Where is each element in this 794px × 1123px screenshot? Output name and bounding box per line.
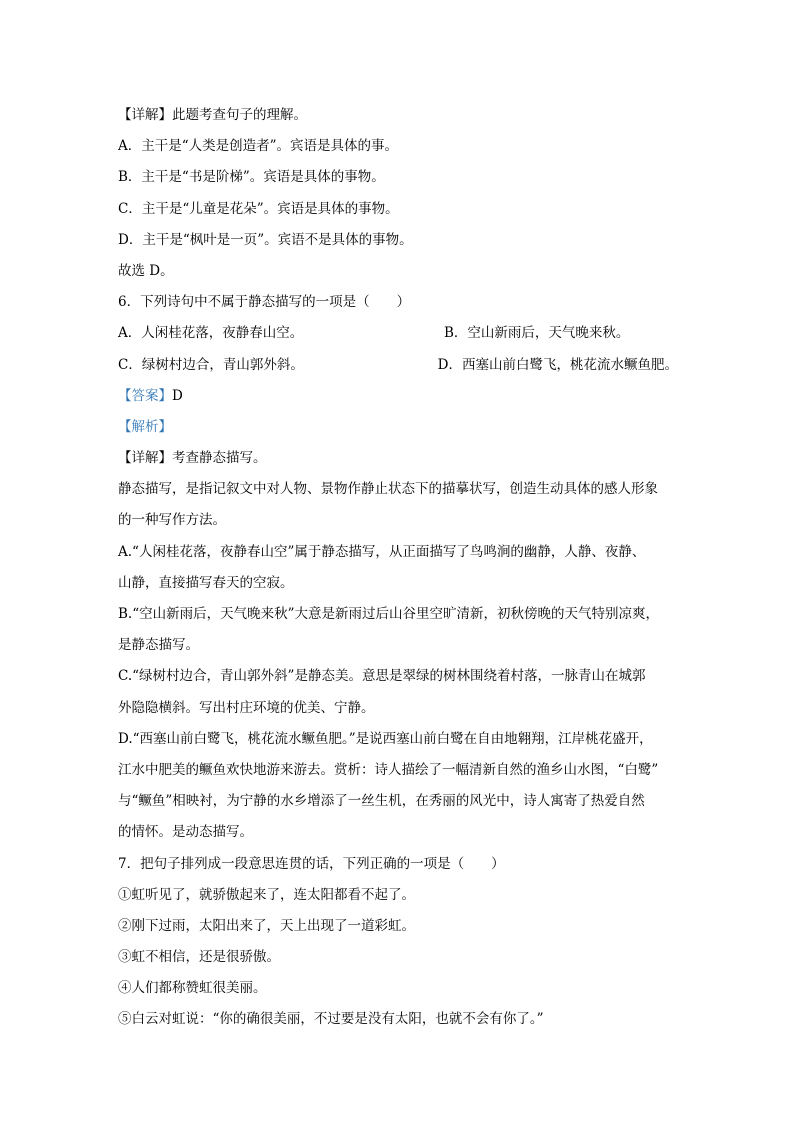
question-6-option-c: C．绿树村边合，青山郭外斜。 [118,356,304,373]
explain-a-line-1: A.“人闲桂花落，夜静春山空”属于静态描写，从正面描写了鸟鸣涧的幽静，人静、夜静、 [118,543,646,560]
explain-b-line-1: B.“空山新雨后，天气晚来秋”大意是新雨过后山谷里空旷清新，初秋傍晚的天气特别凉爽， [118,606,660,622]
detail-option-a: A．主干是“人类是创造者”。宾语是具体的事。 [118,138,399,155]
answer-tag: 【答案】 [118,387,172,404]
question-6-options-row-1 [118,321,678,352]
detail-conclusion: 故选 D。 [118,262,174,279]
explain-d-line-3: 与“鳜鱼”相映衬，为宁静的水乡增添了一丝生机，在秀丽的风光中，诗人寓寄了热爱自然 [118,793,645,810]
question-6-option-a: A．人闲桂花落，夜静春山空。 [118,325,304,342]
explain-c-line-2: 外隐隐横斜。写出村庄环境的优美、宁静。 [118,699,375,716]
question-7-sentence-2: ②刚下过雨，太阳出来了，天上出现了一道彩虹。 [118,917,415,934]
explain-d-line-4: 的情怀。是动态描写。 [118,824,253,841]
analysis-tag: 【解析】 [118,418,172,435]
question-6-option-b: B．空山新雨后，天气晚来秋。 [444,325,630,342]
detail-option-d: D．主干是“枫叶是一页”。宾语不是具体的事物。 [118,231,413,248]
document-page [118,103,678,1039]
detail-option-c: C．主干是“儿童是花朵”。宾语是具体的事物。 [118,200,399,217]
answer-value: D [172,387,183,404]
definition-line-2: 的一种写作方法。 [118,512,226,529]
definition-line-1: 静态描写，是指记叙文中对人物、景物作静止状态下的描摹状写，创造生动具体的感人形象 [118,481,658,498]
explain-b-line-2: 是静态描写。 [118,637,199,654]
q6-detail-intro: 【详解】考查静态描写。 [118,450,267,467]
explain-c-line-1: C.“绿树村边合，青山郭外斜”是静态美。意思是翠绿的树林围绕着村落，一脉青山在城郭 [118,668,646,685]
question-6-options-row-2 [118,353,678,384]
question-7-sentence-4: ④人们都称赞虹很美丽。 [118,980,267,997]
question-7-sentence-5: ⑤白云对虹说：“你的确很美丽，不过要是没有太阳，也就不会有你了。” [118,1011,544,1028]
detail-intro: 【详解】此题考查句子的理解。 [118,107,307,123]
explain-d-line-2: 江水中肥美的鳜鱼欢快地游来游去。赏析：诗人描绘了一幅清新自然的渔乡山水图，“白鹭” [118,761,659,778]
question-7-sentence-1: ①虹听见了，就骄傲起来了，连太阳都看不起了。 [118,886,415,903]
question-7-sentence-3: ③虹不相信，还是很骄傲。 [118,949,280,966]
explain-a-line-2: 山静，直接描写春天的空寂。 [118,574,294,591]
answer-line [118,384,678,415]
question-6-stem: 6．下列诗句中不属于静态描写的一项是（ ） [118,294,411,311]
question-7-stem: 7．把句子排列成一段意思连贯的话，下列正确的一项是（ ） [118,855,505,872]
question-6-option-d: D．西塞山前白鹭飞，桃花流水鳜鱼肥。 [437,356,678,373]
explain-d-line-1: D.“西塞山前白鹭飞，桃花流水鳜鱼肥。”是说西塞山前白鹭在自由地翱翔，江岸桃花盛开， [118,730,653,747]
detail-option-b: B．主干是“书是阶梯”。宾语是具体的事物。 [118,169,385,186]
